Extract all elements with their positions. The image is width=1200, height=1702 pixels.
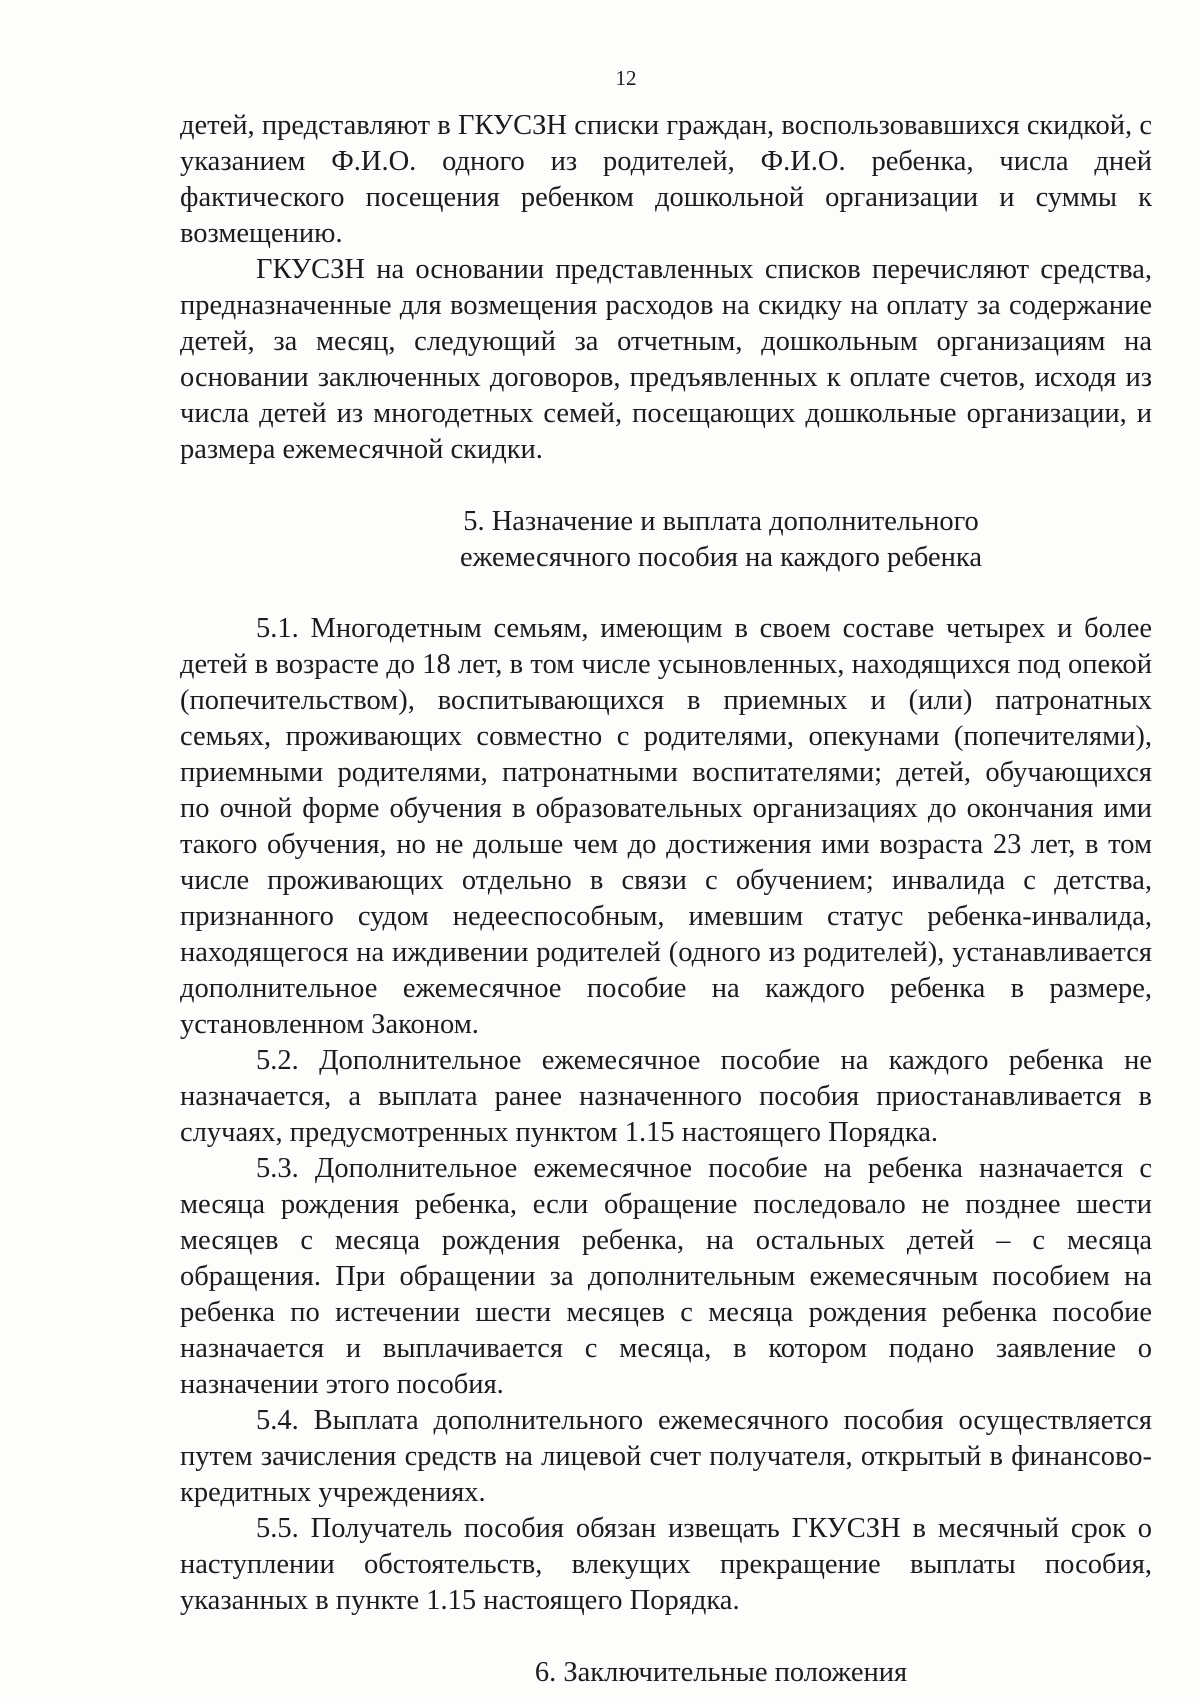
paragraph-5-1: 5.1. Многодетным семьям, имеющим в своем составе четырех и более детей в возрасте до 18 лет, в том числе усыновленных, находящихся под опекой (попечительством), воспитывающихся в приемных и (или) патронатных семьях, проживающих совместно с родителями, опекунами (попечителями), приемными родителями, патронатными воспитателями; детей, обучающихся по очной форме обучения в образовательных организациях до окончания ими такого обучения, но не дольше чем до достижения ими возраста 23 лет, в том числе проживающих отдельно в связи с обучением; инвалида с детства, признанного судом недееспособным, имевшим статус ребенка-инвалида, находящегося на иждивении родителей (одного из родителей), устанавливается дополнительное ежемесячное пособие на каждого ребенка в размере, установленном Законом.: [180, 613, 1152, 1040]
paragraph-5-5: 5.5. Получатель пособия обязан извещать ГКУСЗН в месячный срок о наступлении обстоятельств, влекущих прекращение выплаты пособия, указанных в пункте 1.15 настоящего Порядка.: [180, 1513, 1152, 1616]
section-6-heading: 6. Заключительные положения: [534, 1657, 908, 1688]
paragraph-gkuszn-transfer: ГКУСЗН на основании представленных списков перечисляют средства, предназначенные для возмещения расходов на скидку на оплату за содержание детей, за месяц, следующий за отчетным, дошкольным организациям на основании заключенных договоров, предъявленных к оплате счетов, исходя из числа детей из многодетных семей, посещающих дошкольные организации, и размера ежемесячной скидки.: [180, 254, 1152, 465]
section-5-heading-line-2: ежемесячного пособия на каждого ребенка: [460, 542, 982, 573]
paragraph-5-4: 5.4. Выплата дополнительного ежемесячного пособия осуществляется путем зачисления средств на лицевой счет получателя, открытый в финансово-кредитных учреждениях.: [180, 1405, 1152, 1508]
paragraph-continuation: детей, представляют в ГКУСЗН списки граждан, воспользовавшихся скидкой, с указанием Ф.И.О. одного из родителей, Ф.И.О. ребенка, числа дней фактического посещения ребенком дошкольной организации и суммы к возмещению.: [180, 110, 1152, 249]
section-5-heading: [180, 504, 1152, 576]
page-number: 12: [615, 66, 637, 90]
paragraph-5-2: 5.2. Дополнительное ежемесячное пособие на каждого ребенка не назначается, а выплата ранее назначенного пособия приостанавливается в случаях, предусмотренных пунктом 1.15 настоящего Порядка.: [180, 1045, 1152, 1148]
paragraph-5-3: 5.3. Дополнительное ежемесячное пособие на ребенка назначается с месяца рождения ребенка, если обращение последовало не позднее шести месяцев с месяца рождения ребенка, на остальных детей – с месяца обращения. При обращении за дополнительным ежемесячным пособием на ребенка по истечении шести месяцев с месяца рождения ребенка пособие назначается и выплачивается с месяца, в котором подано заявление о назначении этого пособия.: [180, 1153, 1152, 1400]
section-5-heading-line-1: 5. Назначение и выплата дополнительного: [463, 506, 979, 537]
document-body: [180, 108, 1152, 1691]
